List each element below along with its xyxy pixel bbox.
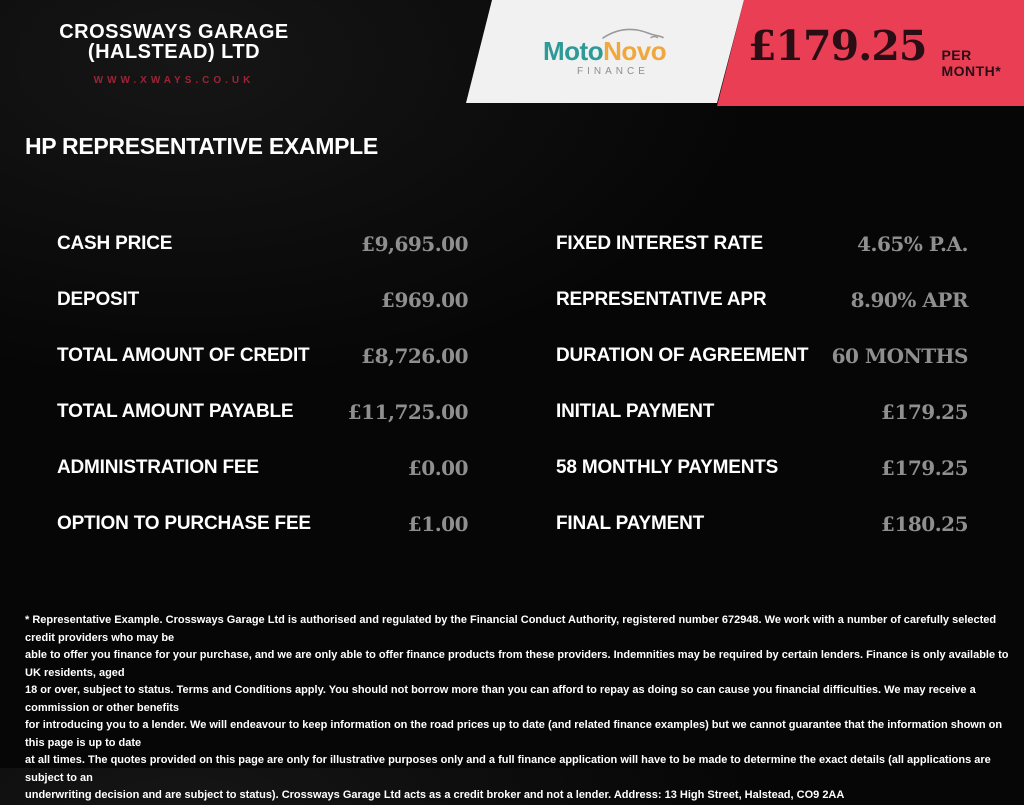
row-label: CASH PRICE <box>57 233 173 254</box>
monthly-price-amount: £179.25 <box>748 22 927 70</box>
row-value: 60 MONTHS <box>831 344 968 368</box>
legal-line: at all times. The quotes provided on this page are only for illustrative purposes only and a full finance application will have to be made to determine the exact details (all applications are subject to an <box>25 754 991 784</box>
row-value: 4.65% P.A. <box>857 232 968 256</box>
row-label: OPTION TO PURCHASE FEE <box>57 513 311 534</box>
finance-table-right-column <box>556 216 968 552</box>
finance-table <box>57 216 968 552</box>
row-label: ADMINISTRATION FEE <box>57 457 259 478</box>
row-value: £179.25 <box>881 400 968 424</box>
row-label: FINAL PAYMENT <box>556 513 705 534</box>
legal-line: able to offer you finance for your purchase, and we are only able to offer finance products from these providers. Indemnities may be required by certain lenders. Finance is only available to UK residents, aged <box>25 649 1009 679</box>
table-row <box>556 384 968 440</box>
row-value: 8.90% APR <box>850 288 968 312</box>
row-value: £8,726.00 <box>361 344 468 368</box>
table-row <box>556 216 968 272</box>
row-label: REPRESENTATIVE APR <box>556 289 767 310</box>
table-row <box>57 440 468 496</box>
motonovo-word-novo: Novo <box>603 36 667 66</box>
table-row <box>556 440 968 496</box>
table-row <box>556 496 968 552</box>
row-value: £1.00 <box>407 512 468 536</box>
motonovo-subtitle: FINANCE <box>577 66 649 77</box>
page-title: HP REPRESENTATIVE EXAMPLE <box>25 133 378 159</box>
legal-line: for introducing you to a lender. We will endeavour to keep information on the road prices up to date (and related finance examples) but we cannot guarantee that the information shown on this page is up to date <box>25 719 1003 749</box>
row-value: £9,695.00 <box>361 232 468 256</box>
row-value: £179.25 <box>881 456 968 480</box>
row-value: £969.00 <box>381 288 468 312</box>
row-label: DEPOSIT <box>57 289 140 310</box>
legal-line: * Representative Example. Crossways Garage Ltd is authorised and regulated by the Financial Conduct Authority, registered number 672948. We work with a number of carefully selected credit providers who may be <box>25 614 997 644</box>
row-label: TOTAL AMOUNT OF CREDIT <box>57 345 310 366</box>
table-row <box>57 328 468 384</box>
monthly-price <box>748 0 1016 80</box>
table-row <box>57 384 468 440</box>
dealer-logo <box>40 22 308 91</box>
row-label: INITIAL PAYMENT <box>556 401 715 422</box>
motonovo-word-moto: Moto <box>543 36 604 66</box>
monthly-price-suffix: PER MONTH* <box>941 47 1002 79</box>
table-row <box>57 216 468 272</box>
row-label: 58 MONTHLY PAYMENTS <box>556 457 779 478</box>
table-row <box>57 272 468 328</box>
table-row <box>556 328 968 384</box>
header-banner <box>0 0 1024 110</box>
row-label: FIXED INTEREST RATE <box>556 233 763 254</box>
motonovo-wordmark <box>543 36 666 67</box>
motonovo-logo <box>543 27 667 77</box>
table-row <box>556 272 968 328</box>
row-label: DURATION OF AGREEMENT <box>556 345 809 366</box>
table-row <box>57 496 468 552</box>
row-value: £11,725.00 <box>347 400 468 424</box>
legal-line: 18 or over, subject to status. Terms and Conditions apply. You should not borrow more than you can afford to repay as doing so can cause you financial difficulties. We may receive a commission or other benefits <box>25 684 976 714</box>
dealer-website-link[interactable]: WWW.XWAYS.CO.UK <box>93 75 255 86</box>
row-value: £0.00 <box>407 456 468 480</box>
legal-line: underwriting decision and are subject to status). Crossways Garage Ltd acts as a credit broker and not a lender. Address: 13 High Street, Halstead, CO9 2AA <box>25 789 845 801</box>
finance-table-left-column <box>57 216 468 552</box>
row-value: £180.25 <box>881 512 968 536</box>
legal-disclaimer <box>25 612 1010 805</box>
row-label: TOTAL AMOUNT PAYABLE <box>57 401 294 422</box>
dealer-name-line1: CROSSWAYS GARAGE <box>59 21 289 43</box>
dealer-name-line2: (HALSTEAD) LTD <box>87 41 261 63</box>
